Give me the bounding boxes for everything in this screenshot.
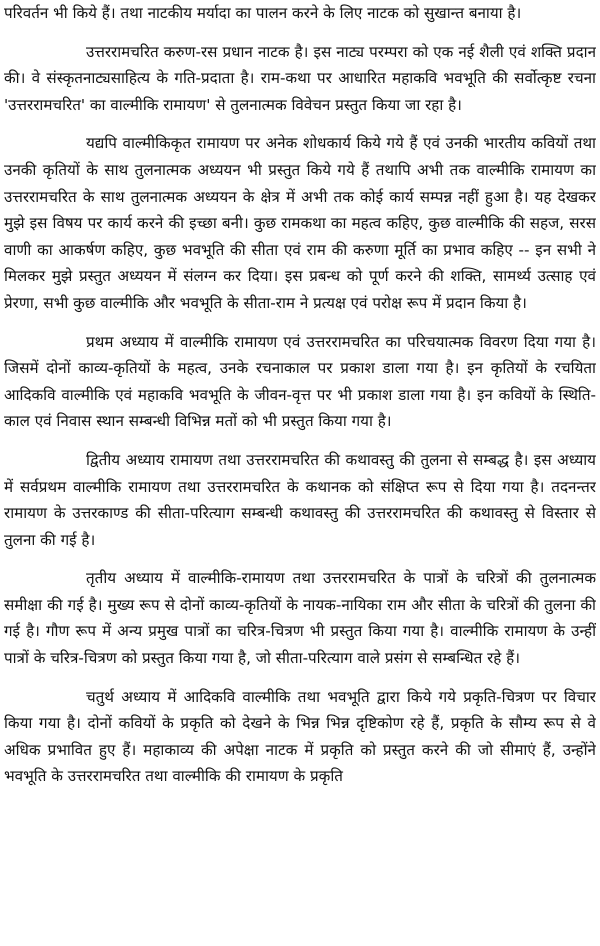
paragraph-research-motivation: यद्यपि वाल्मीकिकृत रामायण पर अनेक शोधकार्य किये गये हैं एवं उनकी भारतीय कवियों तथा उनकी कृतियों के साथ तुलनात्मक अध्ययन भी प्रस्तुत किये गये हैं तथापि अभी तक वाल्मीकि रामायण का उत्तररामचरित के साथ तुलनात्मक अध्ययन के क्षेत्र में अभी तक कोई कार्य सम्पन्न नहीं हुआ है। यह देखकर मुझे इस विषय पर कार्य करने की इच्छा बनी। कुछ रामकथा का महत्व कहिए, कुछ वाल्मीकि की सहज, सरस वाणी का आकर्षण कहिए, कुछ भवभूति की सीता एवं राम की करुणा मूर्ति का प्रभाव कहिए -- इन सभी ने मिलकर मुझे प्रस्तुत अध्ययन में संलग्न कर दिया। इस प्रबन्ध को पूर्ण करने की शक्ति, सामर्थ्य उत्साह एवं प्रेरणा, सभी कुछ वाल्मीकि और भवभूति के सीता-राम ने प्रत्यक्ष एवं परोक्ष रूप में प्रदान किया है। (4, 134, 596, 312)
paragraph-chapter-two: द्वितीय अध्याय रामायण तथा उत्तररामचरित की कथावस्तु की तुलना से सम्बद्ध है। इस अध्याय में सर्वप्रथम वाल्मीकि रामायण तथा उत्तररामचरित के कथानक को संक्षिप्त रूप से दिया गया है। तदनन्तर रामायण के उत्तरकाण्ड की सीता-परित्याग सम्बन्धी कथावस्तु की उत्तररामचरित की कथावस्तु से विस्तार से तुलना की गई है। (4, 450, 596, 549)
paragraph-continuation: परिवर्तन भी किये हैं। तथा नाटकीय मर्यादा का पालन करने के लिए नाटक को सुखान्त बनाया है। (4, 4, 522, 22)
paragraph-chapter-one: प्रथम अध्याय में वाल्मीकि रामायण एवं उत्तररामचरित का परिचयात्मक विवरण दिया गया है। जिसमें दोनों काव्य-कृतियों के महत्व, उनके रचनाकाल पर प्रकाश डाला गया है। इन कृतियों के रचयिता आदिकवि वाल्मीकि एवं महाकवि भवभूति के जीवन-वृत्त पर भी प्रकाश डाला गया है। इन कवियों के स्थिति-काल एवं निवास स्थान सम्बन्धी विभिन्न मतों को भी प्रस्तुत किया गया है। (4, 332, 596, 431)
paragraph-uttararamacharita-intro: उत्तररामचरित करुण-रस प्रधान नाटक है। इस नाट्य परम्परा को एक नई शैली एवं शक्ति प्रदान की। वे संस्कृतनाट्यसाहित्य के गति-प्रदाता है। राम-कथा पर आधारित महाकवि भवभूति की सर्वोत्कृष्ट रचना 'उत्तररामचरित' का वाल्मीकि रामायण' से तुलनात्मक विवेचन प्रस्तुत किया जा रहा है। (4, 42, 596, 114)
paragraph-chapter-four: चतुर्थ अध्याय में आदिकवि वाल्मीकि तथा भवभूति द्वारा किये गये प्रकृति-चित्रण पर विचार किया गया है। दोनों कवियों के प्रकृति को देखने के भिन्न भिन्न दृष्टिकोण रहे हैं, प्रकृति के सौम्य रूप से वे अधिक प्रभावित हुए हैं। महाकाव्य की अपेक्षा नाटक में प्रकृति को प्रस्तुत करने की जो सीमाएं हैं, उन्होंने भवभूति के उत्तररामचरित तथा वाल्मीकि की रामायण के प्रकृति (4, 687, 596, 786)
document-page (4, 0, 596, 946)
paragraph-chapter-three: तृतीय अध्याय में वाल्मीकि-रामायण तथा उत्तररामचरित के पात्रों के चरित्रों की तुलनात्मक समीक्षा की गई है। मुख्य रूप से दोनों काव्य-कृतियों के नायक-नायिका राम और सीता के चरित्रों की तुलना की गई है। गौण रूप में अन्य प्रमुख पात्रों का चरित्र-चित्रण भी प्रस्तुत किया गया है। वाल्मीकि रामायण के उन्हीं पात्रों के चरित्र-चित्रण को प्रस्तुत किया गया है, जो सीता-परित्याग वाले प्रसंग से सम्बन्धित रहे हैं। (4, 569, 596, 668)
